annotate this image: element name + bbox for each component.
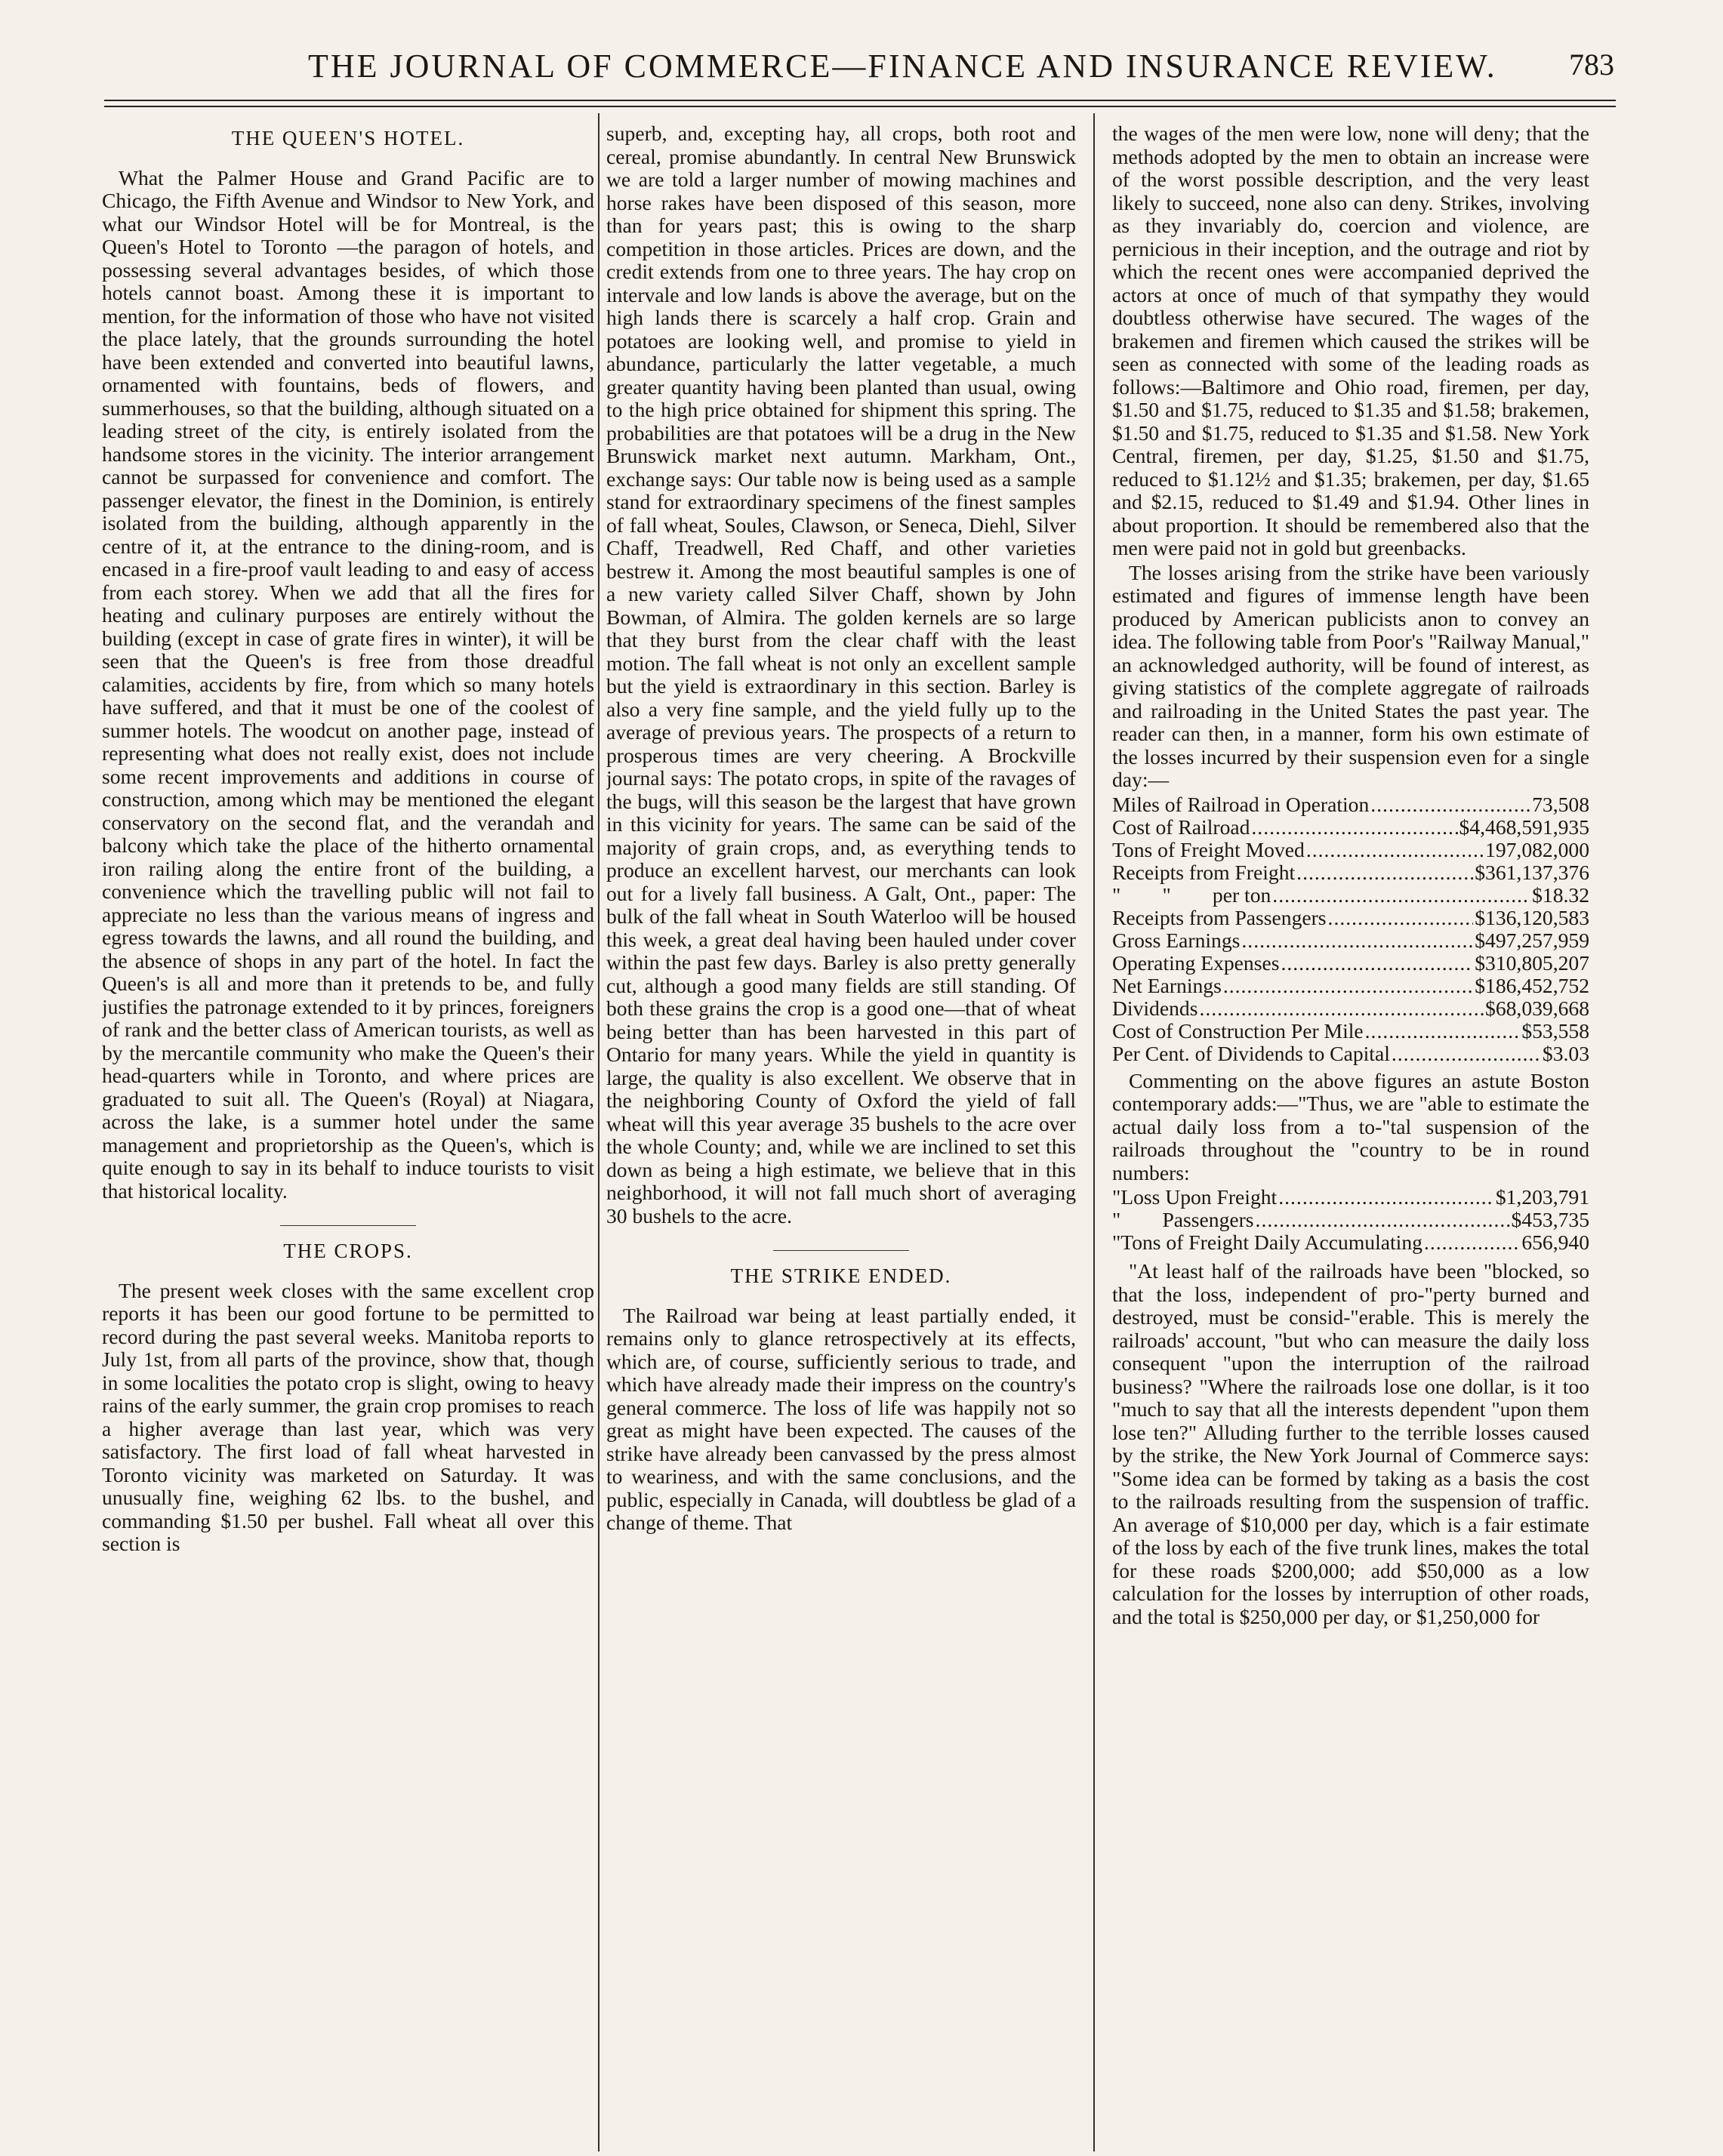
stat-value: $497,257,959 — [1475, 928, 1589, 952]
stat-row — [1112, 839, 1589, 861]
leader-dots — [1281, 952, 1473, 975]
column-2 — [606, 122, 1076, 2145]
stat-value: $4,468,591,935 — [1459, 815, 1589, 839]
leader-dots — [1328, 907, 1474, 929]
page-header — [104, 47, 1614, 94]
stat-label: Gross Earnings — [1112, 928, 1241, 952]
stat-value: $136,120,583 — [1475, 905, 1589, 929]
stat-row — [1112, 929, 1589, 952]
loss-row — [1112, 1209, 1589, 1231]
loss-row — [1112, 1231, 1589, 1254]
stat-label: Net Earnings — [1112, 973, 1222, 997]
column-divider-2 — [1093, 113, 1095, 2151]
article-title-strike-ended: THE STRIKE ENDED. — [730, 1264, 952, 1287]
stat-row — [1112, 1043, 1589, 1065]
stat-label: Dividends — [1112, 996, 1198, 1020]
stat-label: Per Cent. of Dividends to Capital — [1112, 1041, 1390, 1065]
article-body-queens-hotel: What the Palmer House and Grand Pacific are to Chicago, the Fifth Avenue and Windsor to New York, and what our Windsor Hotel will be for Montreal, is the Queen's Hotel to Toronto —the paragon of hotels, and possessing several advantages besides, of which those hotels cannot boast. Among these it is important to mention, for the information of those who have not visited the place lately, that the grounds surrounding the hotel have been extended and converted into beautiful lawns, ornamented with fountains, beds of flowers, and summerhouses, so that the building, although situated on a leading street of the city, is entirely isolated from the handsome stores in the vicinity. The interior arrangement cannot be surpassed for convenience and comfort. The passenger elevator, the finest in the Dominion, is entirely isolated from the building, although apparently in the centre of it, at the entrance to the dining-room, and is encased in a fire-proof vault leading to and easy of access from each storey. When we add that all the fires for heating and culinary purposes are entirely without the building (except in case of grate fires in winter), it will be seen that the Queen's is free from those dreadful calamities, accidents by fire, from which so many hotels have suffered, and that it must be one of the coolest of summer hotels. The woodcut on another page, instead of representing what does not really exist, does not include some recent improvements and additions in course of construction, among which may be mentioned the elegant conservatory on the second flat, and the verandah and balcony which take the place of the hitherto ornamental iron railing along the entire front of the building, a convenience which the travelling public will not fail to appreciate no less than the various means of ingress and egress towards the lawns, and all round the building, and the absence of shops in any part of the hotel. In fact the Queen's is all and more than it pretends to be, and fully justifies the patronage extended to it by princes, foreigners of rank and the better class of American tourists, as well as by the mercantile community who make the Queen's their head-quarters while in Toronto, and where prices are graduated to suit all. The Queen's (Royal) at Niagara, across the lake, is a summer hotel under the same management and proprietorship as the Queen's, which is quite enough to say in its behalf to induce tourists to visit that historical locality. — [102, 165, 594, 1203]
stat-label: Receipts from Passengers — [1112, 905, 1327, 929]
section-divider — [280, 1225, 416, 1226]
daily-loss-table — [1112, 1186, 1589, 1254]
article-body-quote: "At least half of the railroads have been "blocked, so that the loss, independent of pro-"perty burned and destroyed, must be consid-"erable. This is merely the railroads' account, "but who can measure the daily loss consequent "upon the interruption of the railroad business? "Where the railroads lose one dollar, is it too "much to say that all the interests dependent "upon them lose ten?" Alluding further to the terrible losses caused by the strike, the New York Journal of Commerce says: "Some idea can be formed by taking as a basis the cost to the railroads resulting from the suspension of traffic. An average of $10,000 per day, which is a fair estimate of the loss by each of the five trunk lines, makes the total for these roads $200,000; add $50,000 as a low calculation for the losses by interruption of other roads, and the total is $250,000 per day, or $1,250,000 for — [1112, 1259, 1589, 1628]
stat-row — [1112, 816, 1589, 839]
article-title-queens-hotel: THE QUEEN'S HOTEL. — [231, 127, 465, 149]
leader-dots — [1370, 793, 1530, 816]
loss-row — [1112, 1186, 1589, 1209]
column-1 — [102, 122, 594, 2145]
article-body-crops: The present week closes with the same excellent crop reports it has been our good fortune to be permitted to record during the past several weeks. Manitoba reports to July 1st, from all parts of the province, show that, though in some localities the potato crop is slight, owing to heavy rains of the early summer, the grain crop promises to reach a higher average than last year, which was very satisfactory. The first load of fall wheat harvested in Toronto vicinity was marketed on Saturday. It was unusually fine, weighing 62 lbs. to the bushel, and commanding $1.50 per bushel. Fall wheat all over this section is — [102, 1278, 594, 1555]
stat-label: " " per ton — [1112, 882, 1271, 907]
leader-dots — [1272, 884, 1530, 907]
article-body-crops-continued: superb, and, excepting hay, all crops, both root and cereal, promise abundantly. In central New Brunswick we are told a larger number of mowing machines and horse rakes have been disposed of this season, more than for years past; this is owing to the sharp competition in those articles. Prices are down, and the credit extends from one to three years. The hay crop on intervale and low lands is above the average, but on the high lands there is scarcely a half crop. Grain and potatoes are looking well, and promise to yield in abundance, particularly the latter vegetable, a much greater quantity having been planted than usual, owing to the high price obtained for shipment this spring. The probabilities are that potatoes will be a drug in the New Brunswick market next autumn. Markham, Ont., exchange says: Our table now is being used as a sample stand for extraordinary specimens of the finest samples of fall wheat, Soules, Clawson, or Seneca, Diehl, Silver Chaff, Treadwell, Red Chaff, and other varieties bestrew it. Among the most beautiful samples is one of a new variety called Silver Chaff, shown by John Bowman, of Almira. The golden kernels are so large that they burst from the clear chaff with the least motion. The fall wheat is not only an excellent sample but the yield is extraordinary in this section. Barley is also a very fine sample, and the yield fully up to the average of previous years. The prospects of a return to prosperous times are very cheering. A Brockville journal says: The potato crops, in spite of the ravages of the bugs, will this season be the largest that have grown in this vicinity for years. The same can be said of the majority of grain crops, and, as everything tends to produce an excellent harvest, our merchants can look out for a lively fall business. A Galt, Ont., paper: The bulk of the fall wheat in South Waterloo will be housed this week, a great deal having been hauled under cover within the past few days. Barley is also pretty generally cut, although a good many fields are still standing. Of both these grains the crop is a good one—that of wheat being better than has been harvested in this part of Ontario for many years. While the yield in quantity is large, the quality is also excellent. We observe that in the neighboring County of Oxford the yield of fall wheat will this year average 35 bushels to the acre over the whole County; and, while we are inclined to set this down as being a high estimate, we believe that in this neighborhood, it will not fall much short of averaging 30 bushels to the acre. — [606, 122, 1076, 1227]
loss-label: "Tons of Freight Daily Accumulating — [1112, 1230, 1422, 1254]
leader-dots — [1256, 1209, 1510, 1231]
stat-value: $361,137,376 — [1475, 860, 1589, 884]
stat-value: $18.32 — [1532, 882, 1589, 907]
stat-row — [1112, 884, 1589, 907]
stat-value: $310,805,207 — [1475, 950, 1589, 975]
stat-value: $186,452,752 — [1475, 973, 1589, 997]
leader-dots — [1251, 816, 1457, 839]
stat-value: $68,039,668 — [1485, 996, 1589, 1020]
leader-dots — [1306, 839, 1484, 861]
stat-label: Tons of Freight Moved — [1112, 837, 1305, 861]
column-3 — [1112, 122, 1589, 2145]
stat-label: Cost of Construction Per Mile — [1112, 1018, 1364, 1043]
article-title-crops: THE CROPS. — [283, 1240, 413, 1262]
running-title: THE JOURNAL OF COMMERCE—FINANCE AND INSURANCE REVIEW. — [308, 48, 1497, 85]
article-body-strike-continued: the wages of the men were low, none will deny; that the methods adopted by the men to obtain an increase were of the worst possible description, and the very least likely to succeed, none also can deny. Strikes, involving as they invariably do, coercion and violence, are pernicious in their inception, and the outrage and riot by which the recent ones were accompanied deprived the actors at once of much of that sympathy they would doubtless otherwise have secured. The wages of the brakemen and firemen which caused the strikes will be seen as connected with some of the leading roads as follows:—Baltimore and Ohio road, firemen, per day, $1.50 and $1.75, reduced to $1.35 and $1.58; brakemen, $1.50 and $1.75, reduced to $1.35 and $1.58. New York Central, firemen, per day, $1.25, $1.50 and $1.75, reduced to $1.12½ and $1.35; brakemen, per day, $1.65 and $2.15, reduced to $1.49 and $1.94. Other lines in about proportion. It should be remembered also that the men were paid not in gold but greenbacks. — [1112, 122, 1589, 559]
stat-label: Cost of Railroad — [1112, 815, 1250, 839]
stat-row — [1112, 861, 1589, 884]
article-body-losses: The losses arising from the strike have been variously estimated and figures of immense length have been produced by American publicists anon to convey an idea. The following table from Poor's "Railway Manual," an acknowledged authority, will be found of interest, as giving statistics of the complete aggregate of railroads and railroading in the United States the past year. The reader can then, in a manner, form his own estimate of the losses incurred by their suspension even for a single day:— — [1112, 560, 1589, 791]
leader-dots — [1278, 1186, 1494, 1209]
stat-label: Operating Expenses — [1112, 950, 1280, 975]
loss-value: $1,203,791 — [1495, 1185, 1589, 1209]
stat-row — [1112, 952, 1589, 975]
header-rule-top — [104, 100, 1616, 101]
leader-dots — [1223, 975, 1473, 997]
stat-label: Receipts from Freight — [1112, 860, 1296, 884]
leader-dots — [1365, 1020, 1521, 1043]
stat-row — [1112, 997, 1589, 1020]
stat-row — [1112, 793, 1589, 816]
stat-value: $53,558 — [1521, 1018, 1589, 1043]
article-body-commentary: Commenting on the above figures an astute Boston contemporary adds:—"Thus, we are "able to estimate the actual daily loss from a to-"tal suspension of the railroads throughout the "country to be in round numbers: — [1112, 1068, 1589, 1184]
railroad-statistics-table — [1112, 793, 1589, 1065]
leader-dots — [1424, 1231, 1520, 1254]
page-number: 783 — [1569, 48, 1614, 82]
article-body-strike-ended: The Railroad war being at least partially ended, it remains only to glance retrospectively at its effects, which are, of course, sufficiently serious to trade, and which have already made their impress on the country's general commerce. The loss of life was happily not so great as might have been expected. The causes of the strike have already been canvassed by the press almost to weariness, and with the same conclusions, and the public, especially in Canada, will doubtless be glad of a change of theme. That — [606, 1303, 1076, 1534]
stat-value: 197,082,000 — [1485, 837, 1589, 861]
loss-label: " Passengers — [1112, 1208, 1254, 1231]
header-rule-bottom — [104, 106, 1616, 107]
stat-label: Miles of Railroad in Operation — [1112, 792, 1370, 816]
column-divider-1 — [598, 113, 600, 2151]
stat-row — [1112, 907, 1589, 929]
stat-row — [1112, 975, 1589, 997]
section-divider — [773, 1250, 909, 1251]
loss-value: 656,940 — [1521, 1230, 1589, 1254]
stat-row — [1112, 1020, 1589, 1043]
loss-label: "Loss Upon Freight — [1112, 1185, 1278, 1209]
stat-value: 73,508 — [1532, 792, 1589, 816]
leader-dots — [1296, 861, 1473, 884]
stat-value: $3.03 — [1542, 1041, 1589, 1065]
leader-dots — [1392, 1043, 1541, 1065]
loss-value: $453,735 — [1511, 1208, 1589, 1231]
leader-dots — [1199, 997, 1484, 1020]
leader-dots — [1241, 929, 1473, 952]
